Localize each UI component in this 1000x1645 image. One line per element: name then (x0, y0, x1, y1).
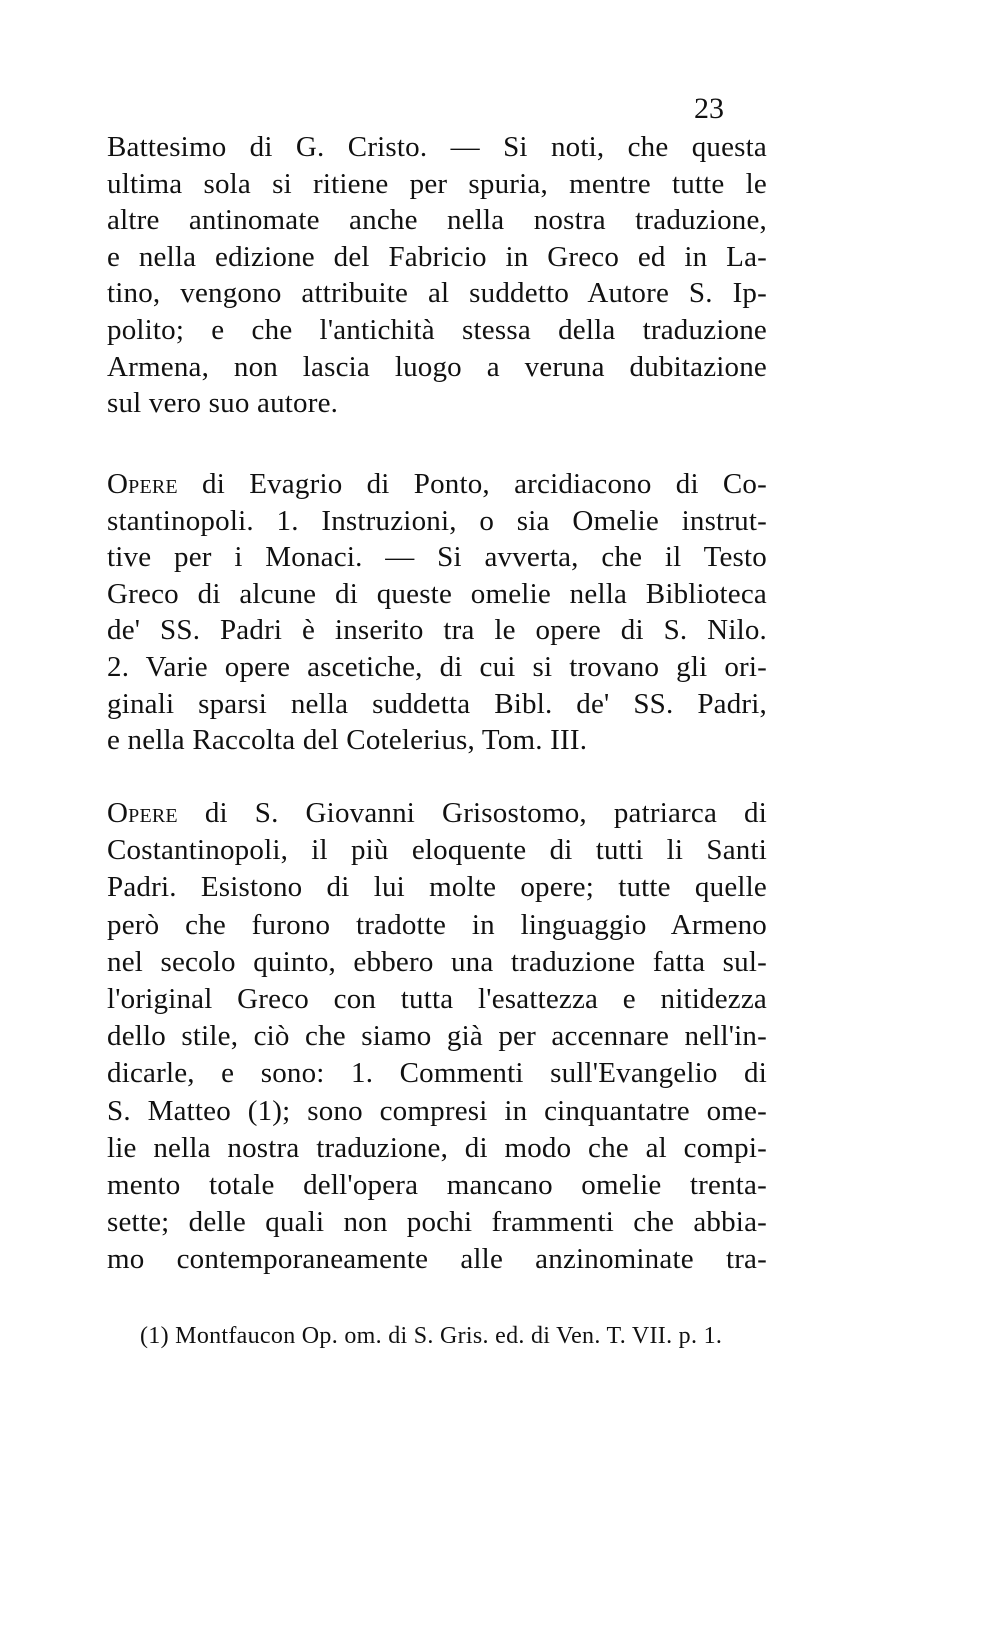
text-line: Costantinopoli, il più eloquente di tutti li Santi (107, 834, 767, 867)
text-line: polito; e che l'antichità stessa della traduzione (107, 313, 767, 346)
text-line: ginali sparsi nella suddetta Bibl. de' SS. Padri, (107, 687, 767, 720)
paragraph-evagrio (107, 466, 767, 759)
paragraph-baptism (107, 129, 767, 422)
page-number: 23 (694, 92, 724, 125)
text-line: l'original Greco con tutta l'esattezza e nitidezza (107, 982, 767, 1015)
text-line: Armena, non lascia luogo a veruna dubitazione (107, 350, 767, 383)
text-line: tino, vengono attribuite al suddetto Autore S. Ip- (107, 277, 767, 310)
lead-word: Opere (107, 797, 178, 829)
text-line-rest: di S. Giovanni Grisostomo, patriarca di (177, 797, 767, 829)
text-line: 2. Varie opere ascetiche, di cui si trovano gli ori- (107, 650, 767, 683)
text-line: stantinopoli. 1. Instruzioni, o sia Omelie instrut- (107, 504, 767, 537)
text-line: e nella edizione del Fabricio in Greco ed in La- (107, 240, 767, 273)
text-line: e nella Raccolta del Cotelerius, Tom. III. (107, 724, 588, 757)
text-line: mo contemporaneamente alle anzinominate tra- (107, 1243, 767, 1276)
text-line: sul vero suo autore. (107, 387, 339, 420)
text-line: Battesimo di G. Cristo. — Si noti, che questa (107, 131, 767, 163)
text-line-rest: di Evagrio di Ponto, arcidiacono di Co- (177, 468, 767, 500)
text-line: S. Matteo (1); sono compresi in cinquantatre ome- (107, 1094, 767, 1127)
lead-word: Opere (107, 468, 178, 500)
text-line: tive per i Monaci. — Si avverta, che il Testo (107, 541, 767, 574)
text-line-first (107, 466, 767, 503)
paragraph-grisostomo (107, 795, 767, 1278)
text-line: però che furono tradotte in linguaggio Armeno (107, 908, 767, 941)
text-line: mento totale dell'opera mancano omelie trenta- (107, 1168, 767, 1201)
text-line: Padri. Esistono di lui molte opere; tutte quelle (107, 871, 767, 904)
text-line: Greco di alcune di queste omelie nella Biblioteca (107, 577, 767, 610)
text-line: ultima sola si ritiene per spuria, mentre tutte le (107, 167, 767, 200)
footnote: (1) Montfaucon Op. om. di S. Gris. ed. di Ven. T. VII. p. 1. (140, 1323, 723, 1349)
text-line: dicarle, e sono: 1. Commenti sull'Evangelio di (107, 1057, 767, 1090)
text-line: de' SS. Padri è inserito tra le opere di S. Nilo. (107, 614, 767, 647)
text-line: nel secolo quinto, ebbero una traduzione fatta sul- (107, 945, 767, 978)
text-line: lie nella nostra traduzione, di modo che al compi- (107, 1131, 767, 1164)
text-line: dello stile, ciò che siamo già per accennare nell'in- (107, 1020, 767, 1053)
text-line: altre antinomate anche nella nostra traduzione, (107, 204, 767, 237)
text-line: sette; delle quali non pochi frammenti che abbia- (107, 1206, 767, 1239)
text-line-first (107, 795, 767, 832)
